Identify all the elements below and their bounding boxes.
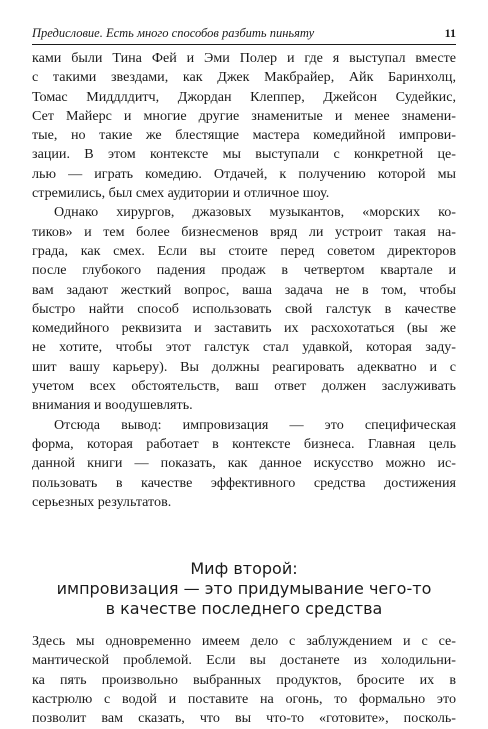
text-line: мантической проблемой. Если вы достанете из холодильни- [32, 652, 456, 669]
text-line: после глубокого падения продаж в четвертом квартале и [32, 262, 456, 279]
text-line: комедийного реквизита и заставить их расхохотаться (вы же [32, 320, 456, 337]
text-line: ками были Тина Фей и Эми Полер и где я выступал вместе [32, 50, 456, 66]
section-heading-line: импровизация — это придумывание чего-то [56, 579, 432, 599]
running-head [32, 26, 456, 45]
text-line: Сет Майерс и многие другие знаменитые и менее знамени- [32, 107, 456, 124]
text-line: лью — играть комедию. Отдачей, к получению которой мы [32, 165, 456, 182]
text-line: Здесь мы одновременно имеем дело с заблуждением и с се- [32, 633, 456, 650]
body-text [32, 49, 456, 729]
paragraph-2 [32, 203, 456, 415]
text-line: данной книги — показать, как данное искусство можно ис- [32, 455, 456, 472]
text-line: серьезных результатов. [32, 493, 172, 510]
text-line: шит вашу карьеру). Вы должны реагировать адекватно и с [32, 358, 456, 375]
section-heading-line: Миф второй: [190, 559, 298, 579]
text-line: с такими звездами, как Джек Макбрайер, Айк Баринхолц, [32, 69, 456, 86]
text-line: тиков» и тем более бизнесменов вряд ли устроит такая на- [32, 223, 456, 240]
text-line: Томас Миддлдитч, Джордан Клеппер, Джейсон Судейкис, [32, 88, 456, 105]
text-line: не хотите, чтобы этот галстук стал удавкой, которая заду- [32, 339, 456, 356]
paragraph-4 [32, 632, 456, 728]
text-line: града, как смех. Если вы стоите перед советом директоров [32, 242, 456, 259]
paragraph-1 [32, 49, 456, 203]
text-line: ка пять произвольно выбранных продуктов, бросите их в [32, 671, 456, 688]
text-line: стремились, был смех аудитории и отличное шоу. [32, 185, 330, 202]
text-line: позволит вам сказать, что вы что-то «готовите», посколь- [32, 710, 456, 727]
text-line: быстро найти способ использовать свой галстук в качестве [32, 300, 456, 317]
text-line: форма, которая работает в контексте бизнеса. Главная цель [32, 435, 456, 452]
text-line: кастрюлю с водой и поставите на огонь, то формально это [32, 691, 456, 708]
text-line: внимания и воодушевлять. [32, 397, 193, 414]
running-head-title: Предисловие. Есть много способов разбить пиньяту [32, 26, 315, 40]
page-number: 11 [444, 26, 456, 40]
text-line: зации. В этом контексте мы выступали с конкретной це- [32, 146, 456, 163]
book-page [32, 26, 456, 729]
text-line: учетом всех обстоятельств, ваш ответ должен заслуживать [32, 378, 456, 395]
text-line: тые, но такие же блестящие мастера комедийной импрови- [32, 127, 456, 144]
paragraph-3 [32, 416, 456, 512]
section-heading [32, 559, 456, 619]
text-line: пользовать в качестве эффективного средства достижения [32, 474, 456, 491]
text-line: Однако хирургов, джазовых музыкантов, «морских ко- [54, 204, 456, 221]
section-heading-line: в качестве последнего средства [105, 599, 383, 619]
text-line: вам задают жесткий вопрос, ваша задача не в том, чтобы [32, 281, 456, 298]
text-line: Отсюда вывод: импровизация — это специфическая [54, 416, 456, 433]
